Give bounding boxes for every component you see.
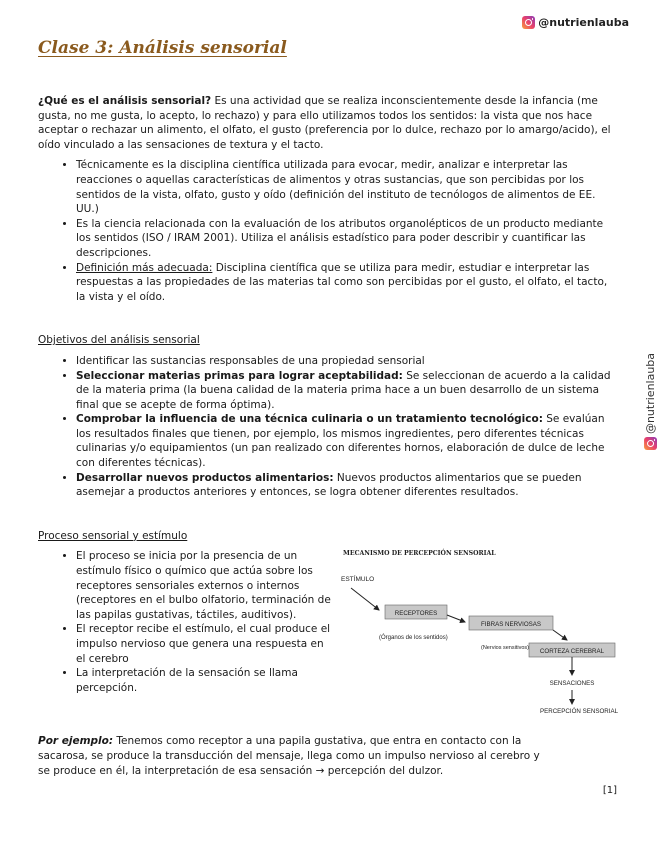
instagram-icon <box>522 16 535 29</box>
process-list <box>38 549 333 695</box>
diagram-receptors: RECEPTORES <box>394 610 438 618</box>
process-item-2: • El receptor recibe el estímulo, el cual produce el impulso nervioso que genera una respuesta en el cerebro <box>76 622 333 666</box>
objective-item-3-text: Se evalúan los resultados finales que tienen, por ejemplo, los mismos ingredientes, pero diferentes técnicas culinarias y/o equipamientos (un pan realizado con diferentes hornos, elaboración de dulce de leche con diferentes técnicas). <box>76 413 605 470</box>
diagram-sensations: SENSACIONES <box>549 680 595 688</box>
objective-item-1: • Identificar las sustancias responsables de una propiedad sensorial <box>76 354 619 369</box>
reference-marker: [1] <box>602 785 617 796</box>
objective-item-4-bold: Desarrollar nuevos productos alimentarios: <box>76 471 334 484</box>
definition-item-2: • Es la ciencia relacionada con la evaluación de los atributos organolépticos de un producto mediante los sentidos (ISO / IRAM 2001). Utiliza el análisis estadístico para poder describir y cuantificar las descripciones. <box>76 217 619 261</box>
diagram-fibers-note: (Nervios sensitivos) <box>481 645 529 652</box>
objective-item-4-text: Nuevos productos alimentarios que se pueden asemejar a productos anteriores y entonces, se logra obtener diferentes resultados. <box>76 471 582 499</box>
instagram-handle[interactable] <box>522 16 629 29</box>
objective-item-2 <box>76 369 619 413</box>
example-text: Tenemos como receptor a una papila gustativa, que entra en contacto con la sacarosa, se produce la transducción del mensaje, llega como un impulso nervioso al cerebro y se produce en él, la interpretación de esa sensación → percepción del dulzor. <box>38 735 540 777</box>
intro-paragraph <box>38 94 619 152</box>
intro-question: ¿Qué es el análisis sensorial? <box>38 95 212 107</box>
objective-item-4 <box>76 471 619 500</box>
objectives-section <box>38 333 619 500</box>
diagram-fibers: FIBRAS NERVIOSAS <box>480 621 542 629</box>
intro-text: Es una actividad que se realiza inconscientemente desde la infancia (me gusta, no me gusta, lo acepto, lo rechazo) y para ello utilizamos todos los sentidos: la vista que nos hace aceptar o rechazar un alimento, el olfato, el gusto (preferencia por lo dulce, rechazo por lo amargo/acido), el oído vinculado a las sensaciones de textura y el tacto. <box>38 95 611 151</box>
example-label: Por ejemplo: <box>38 735 114 748</box>
arrow-receptors <box>447 615 465 622</box>
objective-item-3-bold: Comprobar la influencia de una técnica culinaria o un tratamiento tecnológico: <box>76 413 543 426</box>
definition-text: Disciplina científica que se utiliza para medir, estudiar e interpretar las respuestas a las propiedades de las materias tal como son percibidas por el gusto, el olfato, el tacto, la vista y el oído. <box>76 261 608 303</box>
instagram-handle-side-text: @nutrienlauba <box>643 352 657 435</box>
definition-item-3 <box>76 261 619 305</box>
diagram-title: MECANISMO DE PERCEPCIÓN SENSORIAL <box>343 550 496 558</box>
diagram-cortex: CORTEZA CEREBRAL <box>539 648 605 656</box>
process-section <box>38 529 619 719</box>
arrow-fibers <box>553 630 567 640</box>
perception-diagram <box>339 543 619 718</box>
process-item-3: • La interpretación de la sensación se llama percepción. <box>76 666 333 695</box>
arrow-stimulus <box>351 588 379 610</box>
instagram-handle-text: @nutrienlauba <box>538 16 629 29</box>
objectives-list <box>38 354 619 500</box>
document-body <box>38 94 619 778</box>
definitions-list <box>38 158 619 304</box>
definition-label: Definición más adecuada: <box>76 261 213 274</box>
page-title: Clase 3: Análisis sensorial <box>38 38 287 58</box>
instagram-icon <box>644 437 657 450</box>
instagram-handle-side[interactable] <box>644 353 657 450</box>
diagram-receptors-note: (Órganos de los sentidos) <box>379 635 448 642</box>
objective-item-2-text: Se seleccionan de acuerdo a la calidad de la materia prima (la buena calidad de la materia prima hace a un buen desarrollo de un sistema final que se acepte de forma óptima). <box>76 369 611 411</box>
diagram-perception: PERCEPCIÓN SENSORIAL <box>539 708 619 716</box>
process-item-1: • El proceso se inicia por la presencia de un estímulo físico o químico que actúa sobre los receptores sensoriales externos o internos (receptores en el bulbo olfatorio, terminación de las papilas gustativas, táctiles, auditivos). <box>76 549 333 622</box>
process-heading: Proceso sensorial y estímulo <box>38 529 188 542</box>
example-paragraph <box>38 734 553 778</box>
objective-item-2-bold: Seleccionar materias primas para lograr aceptabilidad: <box>76 369 403 382</box>
diagram-stimulus: ESTÍMULO <box>341 576 375 584</box>
objectives-heading: Objetivos del análisis sensorial <box>38 334 200 347</box>
definition-item-1: • Técnicamente es la disciplina científica utilizada para evocar, medir, analizar e interpretar las reacciones o aquellas características de alimentos y otras sustancias, que son percibidas por los sentidos de la vista, olfato, gusto y oído (definición del instituto de tecnólogos de alimentos de EE. UU.) <box>76 158 619 216</box>
objective-item-3 <box>76 412 619 470</box>
